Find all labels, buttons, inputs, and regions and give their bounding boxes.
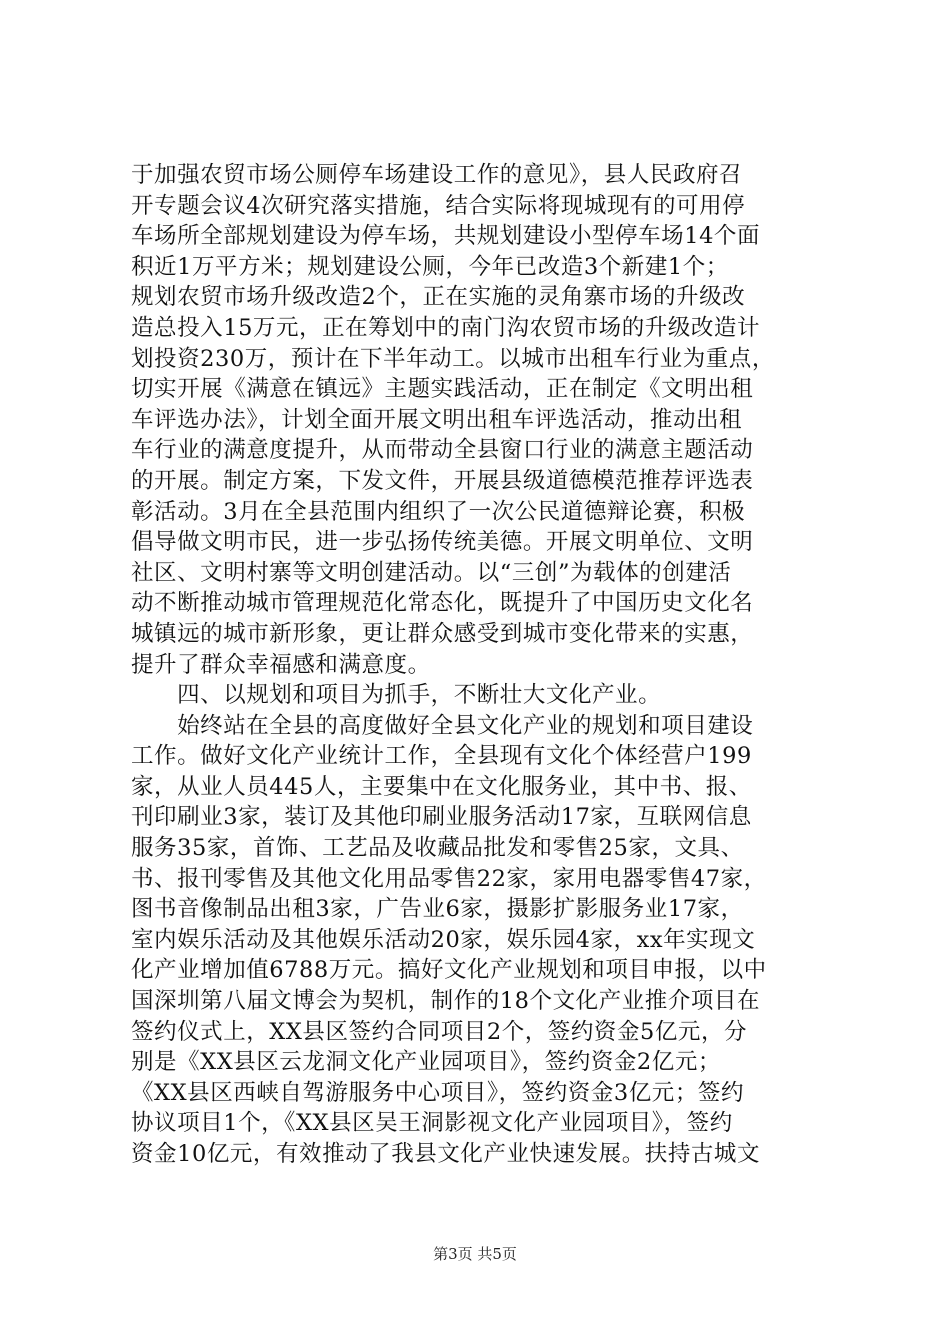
text-line: 社区、文明村寨等文明创建活动。以“三创”为载体的创建活 [131,559,732,586]
body-text [131,160,851,1170]
text-line: 开专题会议4次研究落实措施，结合实际将现城现有的可用停 [131,192,746,219]
text-line: 服务35家，首饰、工艺品及收藏品批发和零售25家，文具、 [131,835,744,862]
text-line: 规划农贸市场升级改造2个，正在实施的灵角寨市场的升级改 [131,284,746,311]
text-line: 协议项目1个，《XX县区吴王洞影视文化产业园项目》，签约 [131,1110,733,1137]
text-line: 划投资230万，预计在下半年动工。以城市出租车行业为重点， [131,345,775,372]
page-footer [0,1243,950,1264]
text-line: 提升了群众幸福感和满意度。 [131,651,431,678]
text-line: 切实开展《满意在镇远》主题实践活动，正在制定《文明出租 [131,376,754,403]
text-line: 车评选办法》，计划全面开展文明出租车评选活动，推动出租 [131,406,743,433]
text-line: 倡导做文明市民，进一步弘扬传统美德。开展文明单位、文明 [131,529,754,556]
text-line: 动不断推动城市管理规范化常态化，既提升了中国历史文化名 [131,590,754,617]
text-line: 的开展。制定方案，下发文件，开展县级道德模范推荐评选表 [131,467,754,494]
text-line: 《XX县区西峡自驾游服务中心项目》，签约资金3亿元；签约 [131,1079,745,1106]
text-line: 刊印刷业3家，装订及其他印刷业服务活动17家，互联网信息 [131,804,752,831]
text-line: 别是《XX县区云龙洞文化产业园项目》，签约资金2亿元； [131,1049,721,1076]
text-line: 书、报刊零售及其他文化用品零售22家，家用电器零售47家， [131,865,767,892]
text-line: 始终站在全县的高度做好全县文化产业的规划和项目建设 [131,712,754,739]
text-line: 彰活动。3月在全县范围内组织了一次公民道德辩论赛，积极 [131,498,746,525]
text-line: 城镇远的城市新形象，更让群众感受到城市变化带来的实惠， [131,620,754,647]
text-line: 工作。做好文化产业统计工作，全县现有文化个体经营户199 [131,743,752,770]
text-line: 签约仪式上，XX县区签约合同项目2个，签约资金5亿元，分 [131,1018,748,1045]
text-line: 资金10亿元，有效推动了我县文化产业快速发展。扶持古城文 [131,1141,761,1167]
text-line: 积近1万平方米；规划建设公厕，今年已改造3个新建1个； [131,253,729,280]
text-line: 图书音像制品出租3家，广告业6家，摄影扩影服务业17家， [131,896,744,923]
text-line: 国深圳第八届文博会为契机，制作的18个文化产业推介项目在 [131,988,761,1015]
text-line: 化产业增加值6788万元。搞好文化产业规划和项目申报，以中 [131,957,767,984]
text-line: 车行业的满意度提升，从而带动全县窗口行业的满意主题活动 [131,437,754,464]
text-line: 造总投入15万元，正在筹划中的南门沟农贸市场的升级改造计 [131,314,761,341]
page-number-label: 第3页 共5页 [433,1245,517,1263]
text-line: 家，从业人员445人，主要集中在文化服务业，其中书、报、 [131,773,752,800]
text-line: 于加强农贸市场公厕停车场建设工作的意见》，县人民政府召 [131,162,743,188]
text-line: 车场所全部规划建设为停车场，共规划建设小型停车场14个面 [131,223,761,250]
section-heading: 四、以规划和项目为抓手，不断壮大文化产业。 [131,682,662,709]
text-line: 室内娱乐活动及其他娱乐活动20家，娱乐园4家，xx年实现文 [131,926,756,953]
